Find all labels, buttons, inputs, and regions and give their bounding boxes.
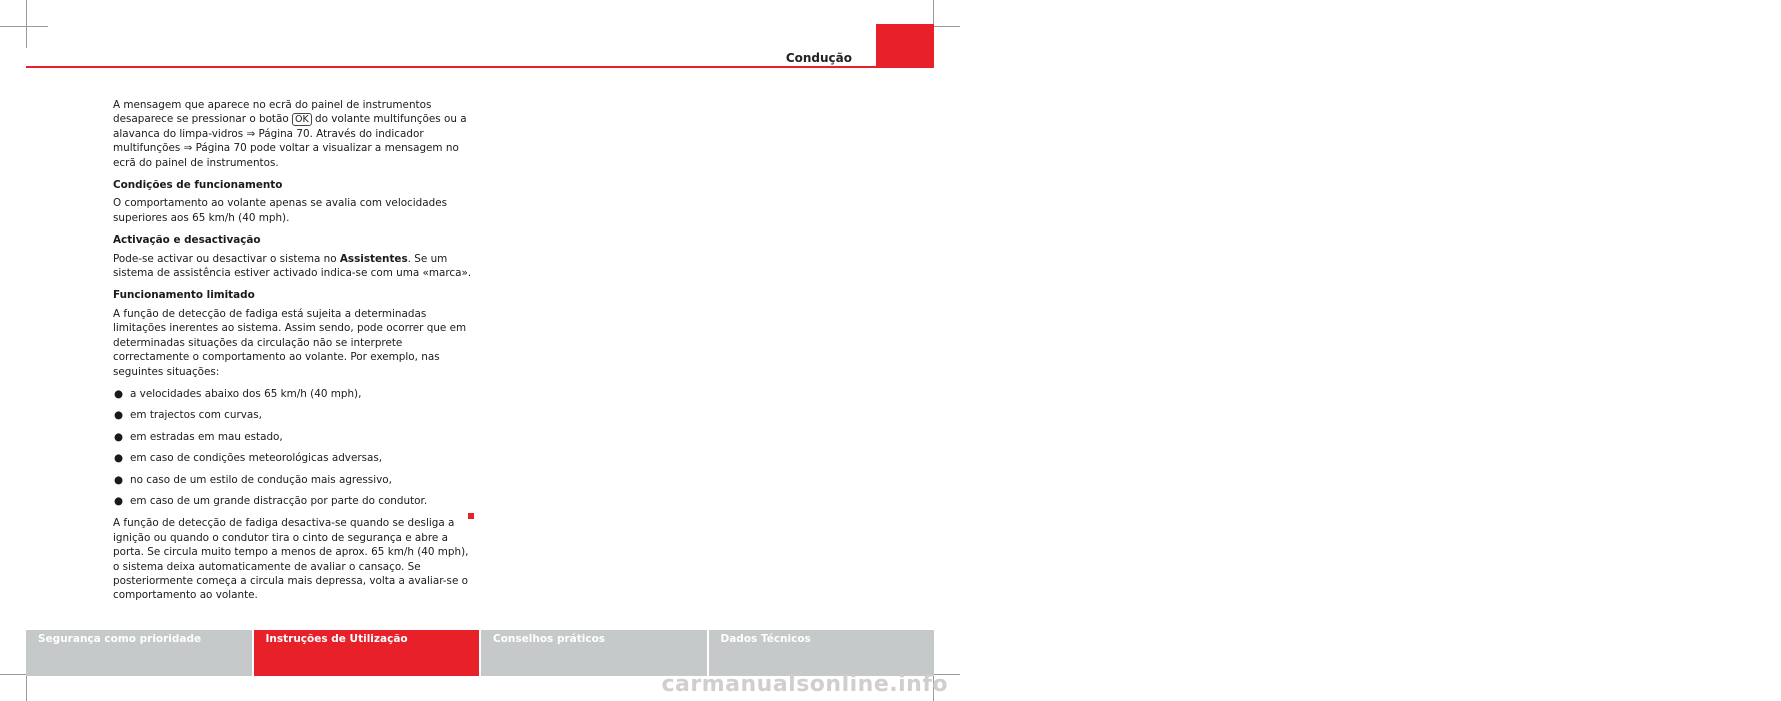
list-item <box>113 494 473 508</box>
activation-paragraph <box>113 252 473 281</box>
end-of-section-marker-icon <box>468 513 474 519</box>
list-item <box>113 430 473 444</box>
header-rule <box>26 66 934 68</box>
list-item-text: em estradas em mau estado, <box>130 430 283 443</box>
tab-label: Segurança como prioridade <box>38 633 202 645</box>
heading-limited: Funcionamento limitado <box>113 289 255 302</box>
tab-seguranca[interactable] <box>26 630 252 676</box>
tab-label: Conselhos práticos <box>493 633 606 645</box>
list-item <box>113 451 473 465</box>
list-item <box>113 408 473 422</box>
bullet-icon: ● <box>114 409 124 422</box>
list-item <box>113 473 473 487</box>
tab-conselhos[interactable] <box>481 630 707 676</box>
activation-text: Pode-se activar ou desactivar o sistema no <box>113 252 340 265</box>
heading-activation: Activação e desactivação <box>113 234 261 247</box>
tab-label: Instruções de Utilização <box>265 633 408 645</box>
list-item-text: em trajectos com curvas, <box>130 409 262 422</box>
bullet-icon: ● <box>114 430 124 443</box>
intro-text: A mensagem que aparece no ecrã do painel de instrumentos desaparece se pressionar o botão <box>113 99 432 126</box>
list-item <box>113 387 473 401</box>
ok-key-icon: OK <box>292 113 312 126</box>
bullet-icon: ● <box>114 494 124 507</box>
tab-dados[interactable] <box>709 630 935 676</box>
watermark: carmanualsonline.info <box>661 672 948 697</box>
crop-mark <box>0 26 48 27</box>
bullet-icon: ● <box>114 387 124 400</box>
bullet-icon: ● <box>114 452 124 465</box>
page-content <box>113 98 473 611</box>
conditions-paragraph: O comportamento ao volante apenas se avalia com velocidades superiores aos 65 km/h (40 mph). <box>113 197 448 224</box>
limited-paragraph: A função de detecção de fadiga está sujeita a determinadas limitações inerentes ao sistema. Assim sendo, pode ocorrer que em determinadas situações da circulação não se interprete correctamente o comportamento ao volante. Por exemplo, nas seguintes situações: <box>113 307 467 378</box>
tab-instrucoes[interactable] <box>254 630 480 676</box>
heading-conditions: Condições de funcionamento <box>113 179 283 192</box>
bullet-icon: ● <box>114 473 124 486</box>
tab-label: Dados Técnicos <box>720 633 811 645</box>
intro-text-cont: do volante multifunções ou a alavanca do limpa-vidros ⇒ Página 70. Através do indicador multifunções ⇒ Página 70 pode voltar a visualizar a mensagem no ecrã do painel de instrumentos. <box>113 113 467 169</box>
closing-paragraph: A função de detecção de fadiga desactiva-se quando se desliga a ignição ou quando o condutor tira o cinto de segurança e abre a porta. Se circula muito tempo a menos de aprox. 65 km/h (40 mph), o sistema deixa automaticamente de avaliar o cansaço. Se posteriormente começa a circula mais depressa, volta a avaliar-se o comportamento ao volante. <box>113 517 469 602</box>
menu-name: Assistentes <box>339 252 408 265</box>
page-number: 233 <box>1756 50 1781 64</box>
list-item-text: em caso de condições meteorológicas adversas, <box>130 452 383 465</box>
list-item-text: a velocidades abaixo dos 65 km/h (40 mph), <box>130 387 362 400</box>
footer-nav <box>26 630 934 676</box>
section-title: Condução <box>785 51 852 65</box>
list-item-text: em caso de um grande distracção por parte do condutor. <box>130 494 428 507</box>
activation-text-cont: . Se um sistema de assistência estiver activado indica-se com uma «marca». <box>113 252 472 280</box>
intro-paragraph <box>113 98 473 170</box>
list-item-text: no caso de um estilo de condução mais agressivo, <box>130 473 392 486</box>
page-number-tab <box>876 24 1781 68</box>
situations-list <box>113 387 473 508</box>
crop-mark <box>26 0 27 48</box>
